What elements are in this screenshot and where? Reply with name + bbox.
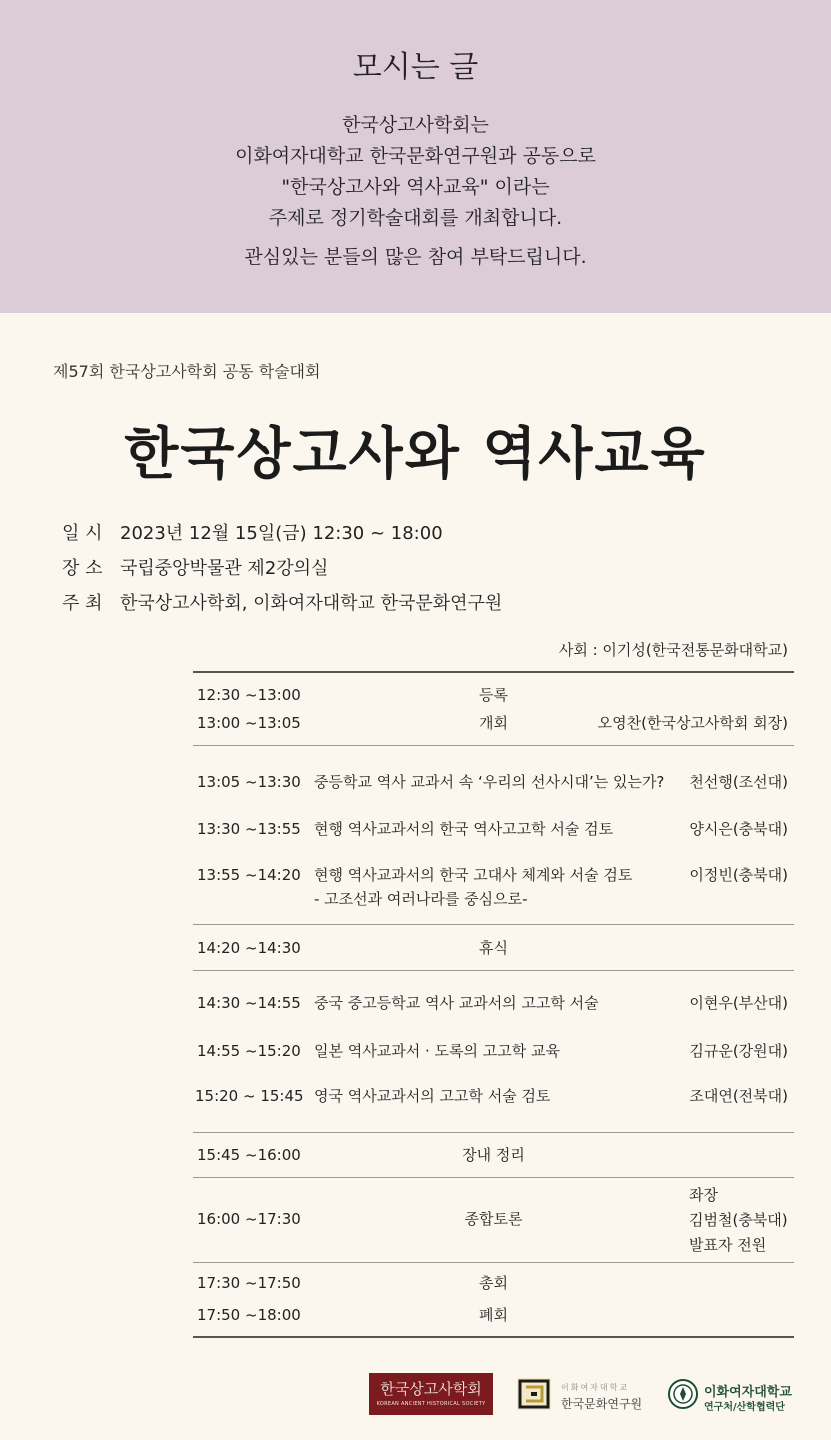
university-seal-icon — [668, 1379, 698, 1409]
schedule-title: 종합토론 — [464, 1210, 523, 1228]
invitation-line: "한국상고사와 역사교육" 이라는 — [281, 176, 550, 198]
talk-subtitle: - 고조선과 여러나라를 중심으로- — [314, 890, 528, 908]
schedule-row — [193, 768, 794, 796]
talk-title: 일본 역사교과서 · 도록의 고고학 교육 — [314, 1042, 560, 1060]
discussion-speaker-line: 좌장 — [689, 1186, 718, 1204]
schedule-speaker: 김규운(강원대) — [689, 1042, 788, 1060]
university-logo-name: 이화여자대학교 — [704, 1385, 792, 1400]
event-host: 한국상고사학회, 이화여자대학교 한국문화연구원 — [120, 593, 503, 614]
talk-title: 중등학교 역사 교과서 속 ‘우리의 선사시대’는 있는가? — [314, 773, 665, 791]
table-divider — [193, 970, 794, 971]
society-logo-name: 한국상고사학회 — [380, 1380, 482, 1398]
schedule-title: 총회 — [479, 1274, 508, 1292]
schedule-time: 15:45 ~16:00 — [197, 1146, 301, 1164]
schedule-speaker: 조대연(전북대) — [689, 1087, 788, 1105]
schedule-time: 17:50 ~18:00 — [197, 1306, 301, 1324]
schedule-row — [193, 861, 794, 913]
schedule-row — [193, 1037, 794, 1065]
schedule-title: 장내 정리 — [462, 1146, 525, 1164]
invitation-closing: 관심있는 분들의 많은 참여 부탁드립니다. — [244, 246, 587, 268]
schedule-speaker: 양시은(충북대) — [689, 820, 788, 838]
university-logo-sub: 연구처/산학협력단 — [704, 1402, 785, 1413]
schedule-time: 14:30 ~14:55 — [197, 994, 301, 1012]
schedule-time: 12:30 ~13:00 — [197, 686, 301, 704]
invitation-line: 이화여자대학교 한국문화연구원과 공동으로 — [235, 145, 596, 167]
table-divider — [193, 1177, 794, 1178]
event-place: 국립중앙박물관 제2강의실 — [120, 558, 329, 579]
talk-title: 현행 역사교과서의 한국 고대사 체계와 서술 검토 — [314, 866, 633, 884]
schedule-title: 휴식 — [479, 939, 508, 957]
invitation-line: 주제로 정기학술대회를 개최합니다. — [268, 207, 563, 229]
schedule-row — [193, 1141, 794, 1169]
discussion-speaker-line: 김범철(충북대) — [689, 1211, 788, 1229]
discussion-speakers — [689, 1183, 788, 1258]
event-date: 2023년 12월 15일(금) 12:30 ~ 18:00 — [120, 523, 443, 544]
schedule-row — [193, 1301, 794, 1329]
society-logo-en: KOREAN ANCIENT HISTORICAL SOCIETY — [376, 1401, 486, 1407]
schedule-speaker: 이현우(부산대) — [689, 994, 788, 1012]
invitation-section — [0, 0, 831, 313]
schedule-row — [193, 681, 794, 709]
institute-logo-name: 한국문화연구원 — [561, 1397, 643, 1411]
institute-logo — [516, 1373, 652, 1415]
table-divider — [193, 924, 794, 925]
schedule-time: 13:55 ~14:20 — [197, 866, 301, 884]
schedule-row — [193, 815, 794, 843]
event-title: 한국상고사와 역사교육 — [124, 422, 707, 487]
schedule-time: 17:30 ~17:50 — [197, 1274, 301, 1292]
invitation-line: 한국상고사학회는 — [342, 114, 489, 136]
moderator: 사회 : 이기성(한국전통문화대학교) — [558, 641, 788, 659]
schedule-time: 13:05 ~13:30 — [197, 773, 301, 791]
schedule-row — [193, 1269, 794, 1297]
schedule-title: 개회 — [479, 714, 508, 732]
talk-title: 영국 역사교과서의 고고학 서술 검토 — [314, 1087, 551, 1105]
schedule-speaker: 천선행(조선대) — [689, 773, 788, 791]
schedule-speaker: 오영찬(한국상고사학회 회장) — [597, 714, 788, 732]
event-host-row — [62, 589, 502, 615]
invitation-title: 모시는 글 — [352, 50, 479, 85]
university-logo — [668, 1373, 808, 1415]
table-divider — [193, 745, 794, 746]
schedule-time: 13:00 ~13:05 — [197, 714, 301, 732]
schedule-time: 14:20 ~14:30 — [197, 939, 301, 957]
discussion-speaker-line: 발표자 전원 — [689, 1236, 767, 1254]
schedule-time: 13:30 ~13:55 — [197, 820, 301, 838]
schedule-time: 14:55 ~15:20 — [197, 1042, 301, 1060]
institute-mark-icon — [516, 1377, 552, 1411]
invitation-text — [0, 110, 831, 234]
schedule-time: 15:20 ~ 15:45 — [195, 1087, 304, 1105]
host-label: 주 최 — [62, 593, 103, 614]
place-label: 장 소 — [62, 558, 103, 579]
schedule-time: 16:00 ~17:30 — [197, 1210, 301, 1228]
event-place-row — [62, 554, 328, 580]
talk-title: 중국 중고등학교 역사 교과서의 고고학 서술 — [314, 994, 599, 1012]
schedule-title: 등록 — [479, 686, 508, 704]
table-divider — [193, 1132, 794, 1133]
table-divider — [193, 1262, 794, 1263]
date-label: 일 시 — [62, 523, 103, 544]
talk-title: 현행 역사교과서의 한국 역사고고학 서술 검토 — [314, 820, 614, 838]
society-logo — [369, 1373, 493, 1415]
schedule-row — [193, 1082, 794, 1110]
schedule-row — [193, 709, 794, 737]
event-date-row — [62, 519, 443, 545]
event-subtitle: 제57회 한국상고사학회 공동 학술대회 — [53, 362, 321, 381]
break-row — [193, 934, 794, 962]
table-bottom-rule — [193, 1336, 794, 1338]
schedule-row — [193, 989, 794, 1017]
institute-logo-small: 이화여자대학교 — [561, 1383, 630, 1392]
table-top-rule — [193, 671, 794, 673]
schedule-title: 폐회 — [479, 1306, 508, 1324]
schedule-speaker: 이정빈(충북대) — [689, 866, 788, 884]
